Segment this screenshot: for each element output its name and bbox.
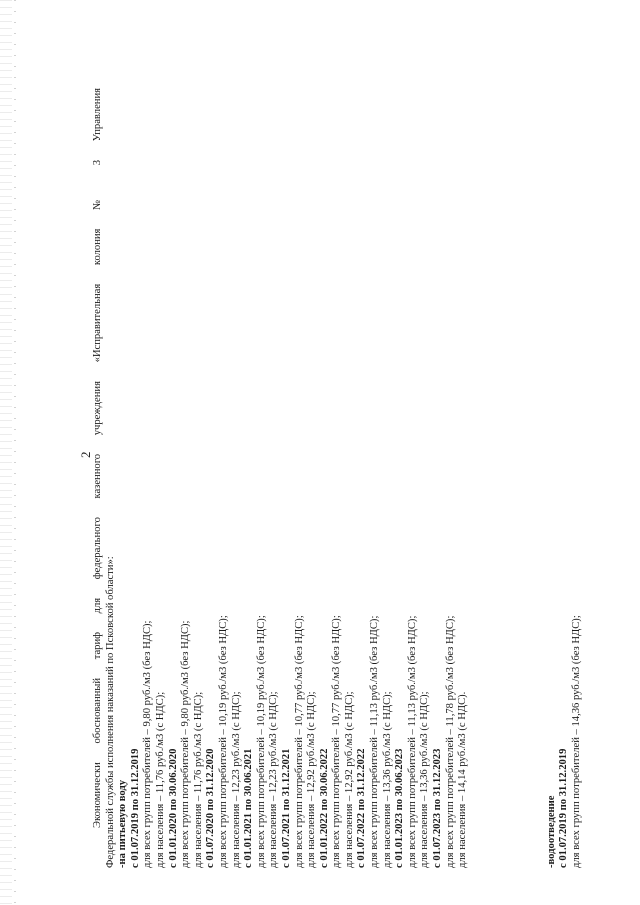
water-pop-2: для населения – 11,76 руб./м3 (с НДС); bbox=[192, 691, 204, 868]
water-all-3: для всех групп потребителей – 10,19 руб./м3 (без НДС); bbox=[217, 615, 229, 868]
water-all-5: для всех групп потребителей – 10,77 руб./м3 (без НДС); bbox=[293, 615, 305, 868]
water-all-6: для всех групп потребителей – 10,77 руб./м3 (без НДС); bbox=[331, 615, 343, 868]
water-pop-8: для населения – 13,36 руб./м3 (с НДС); bbox=[419, 691, 431, 868]
water-all-8: для всех групп потребителей – 11,13 руб./м3 (без НДС); bbox=[406, 615, 418, 868]
water-period-6: с 01.01.2022 по 30.06.2022 bbox=[318, 748, 330, 868]
water-pop-6: для населения – 12,92 руб./м3 (с НДС); bbox=[343, 691, 355, 868]
water-all-7: для всех групп потребителей – 11,13 руб./м3 (без НДС); bbox=[369, 615, 381, 868]
scan-edge-noise bbox=[0, 0, 12, 905]
water-pop-3: для населения – 12,23 руб./м3 (с НДС); bbox=[230, 691, 242, 868]
sewer-period-1: с 01.07.2019 по 31.12.2019 bbox=[558, 748, 570, 868]
water-period-5: с 01.07.2021 по 31.12.2021 bbox=[280, 748, 292, 868]
water-period-3: с 01.07.2020 по 31.12.2020 bbox=[205, 748, 217, 868]
water-period-8: с 01.01.2023 по 30.06.2023 bbox=[394, 748, 406, 868]
water-all-2: для всех групп потребителей – 9,80 руб./м3 (без НДС); bbox=[180, 620, 192, 868]
section-gap bbox=[470, 88, 546, 868]
water-pop-4: для населения – 12,23 руб./м3 (с НДС); bbox=[268, 691, 280, 868]
page-number: 2 bbox=[78, 451, 93, 458]
sewer-all-1: для всех групп потребителей – 14,36 руб./м3 (без НДС); bbox=[571, 615, 582, 868]
water-period-9: с 01.07.2023 по 31.12.2023 bbox=[432, 748, 444, 868]
water-pop-5: для населения – 12,92 руб./м3 (с НДС); bbox=[306, 691, 318, 868]
water-pop-7: для населения – 13,36 руб./м3 (с НДС); bbox=[381, 691, 393, 868]
water-all-4: для всех групп потребителей – 10,19 руб./м3 (без НДС); bbox=[255, 615, 267, 868]
water-heading: -на питьевую воду bbox=[117, 780, 129, 868]
water-period-4: с 01.01.2021 по 30.06.2021 bbox=[243, 748, 255, 868]
water-period-2: с 01.01.2020 по 30.06.2020 bbox=[167, 748, 179, 868]
water-pop-9: для населения – 14,14 руб./м3 (с НДС). bbox=[457, 691, 469, 868]
water-pop-1: для населения – 11,76 руб./м3 (с НДС); bbox=[154, 691, 166, 868]
water-period-1: с 01.07.2019 по 31.12.2019 bbox=[129, 748, 141, 868]
water-all-9: для всех групп потребителей – 11,78 руб./м3 (без НДС); bbox=[444, 615, 456, 868]
intro-line-1: Экономически обоснованный тариф для федерального казенного учреждения «Исправительная колония № 3 Управления bbox=[92, 88, 103, 828]
water-all-1: для всех групп потребителей – 9,80 руб./м3 (без НДС); bbox=[142, 620, 154, 868]
water-period-7: с 01.07.2022 по 31.12.2022 bbox=[356, 748, 368, 868]
scan-dots-noise bbox=[14, 0, 16, 905]
intro-line-2: Федеральной службы исполнения наказаний по Псковской области»: bbox=[104, 556, 116, 868]
document-body bbox=[92, 88, 584, 868]
sewer-heading: -водоотведение bbox=[545, 795, 557, 868]
